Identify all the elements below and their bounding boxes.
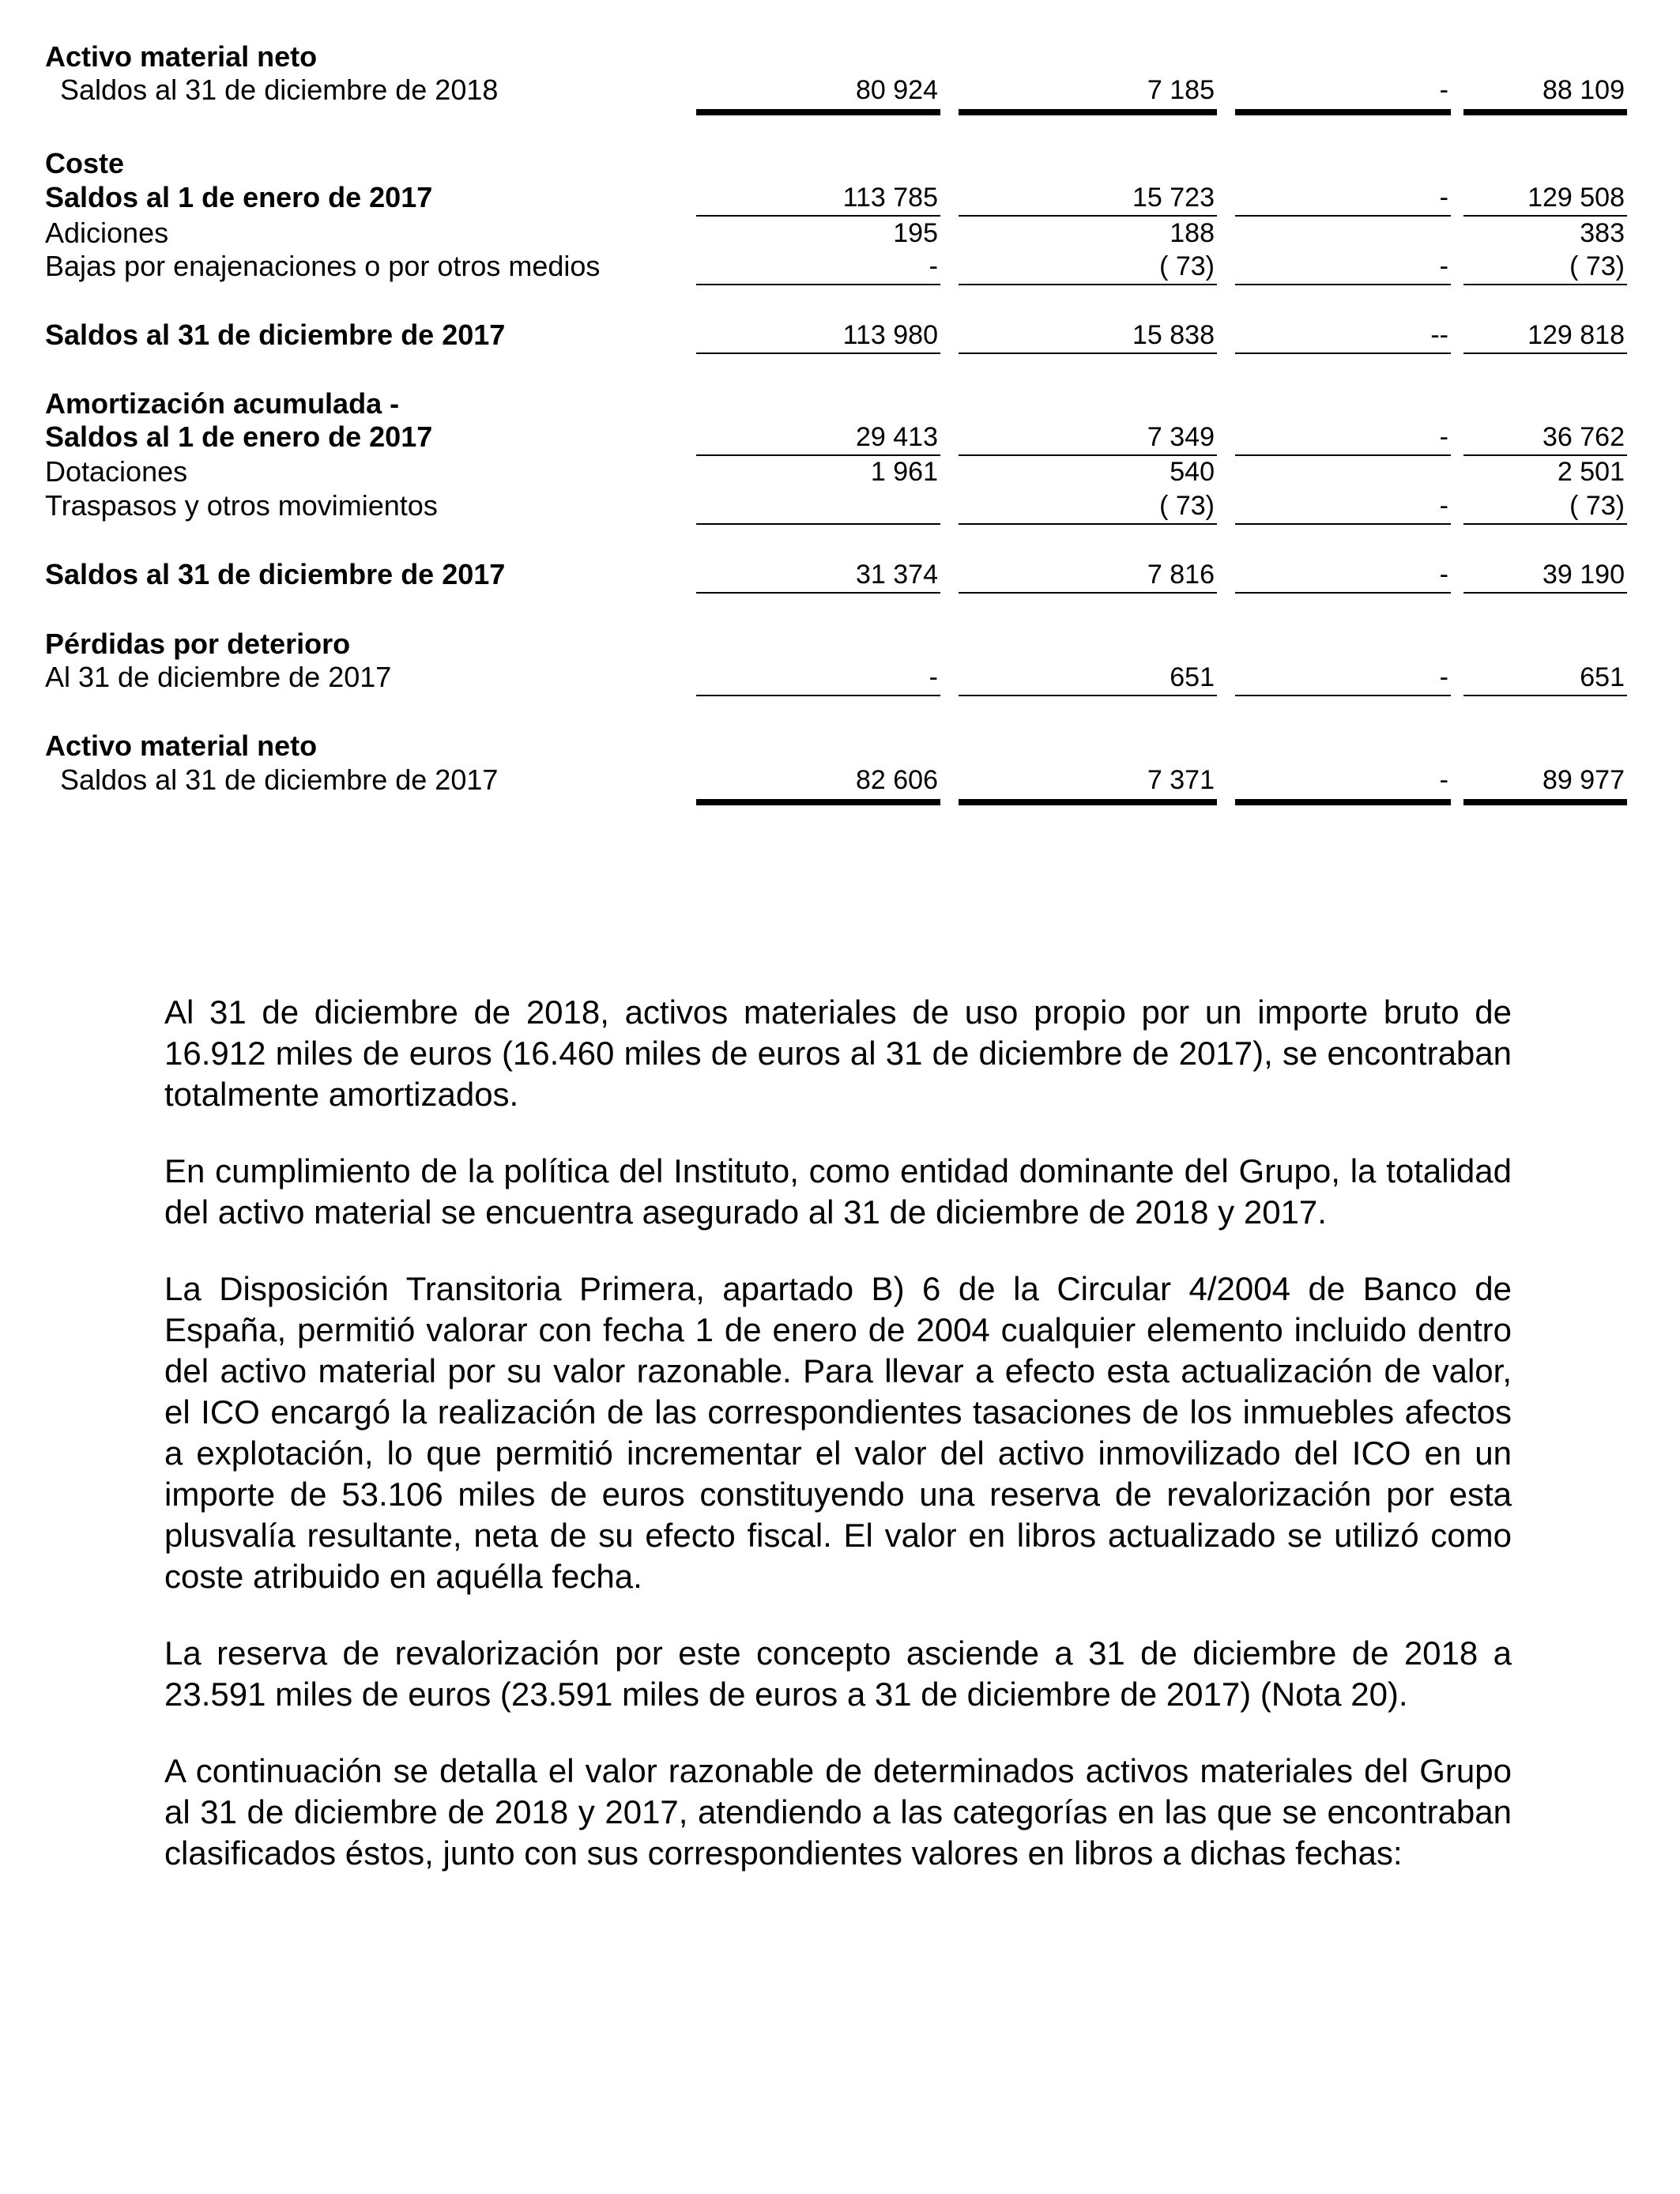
cell-col-2: 540 [1170,457,1215,487]
total-double-rule [959,799,1217,805]
subtotal-rule [959,284,1217,285]
cell-col-1: 195 [893,218,938,248]
row-label: Bajas por enajenaciones o por otros medios [45,250,601,282]
cell-col-1: 29 413 [856,422,938,452]
total-double-rule [959,109,1217,115]
row-label: Saldos al 31 de diciembre de 2017 [45,558,506,590]
table-row [0,180,1680,215]
table-row [0,318,1680,352]
cell-col-2: 7 371 [1147,765,1215,795]
total-double-rule [1463,799,1627,805]
paragraph-fair-value-intro: A continuación se detalla el valor razonable de determinados activos materiales del Grupo al 31 de diciembre de 2018 y 2017, atendiendo a las categorías en las que se encontraban clasificados éstos, junto con sus correspondientes valores en libros a dichas fechas: [164,1752,1512,1872]
table-row [0,557,1680,592]
cell-col-1: - [929,251,938,281]
subtotal-rule [696,592,940,594]
subtotal-rule [1463,695,1627,696]
subtotal-rule [696,523,940,525]
total-double-rule [696,799,940,805]
table-row [0,488,1680,523]
cell-col-2: ( 73) [1159,491,1215,521]
paragraph-fully-amortized: Al 31 de diciembre de 2018, activos materiales de uso propio por un importe bruto de 16.912 miles de euros (16.460 miles de euros al 31 de diciembre de 2017), se encontraban totalmente amortizados. [164,993,1512,1113]
cell-col-2: 7 185 [1147,75,1215,105]
table-row [0,73,1680,107]
cell-col-4: 88 109 [1543,75,1625,105]
cell-col-4: 129 508 [1527,183,1625,213]
cell-col-2: 7 349 [1147,422,1215,452]
cell-col-3: - [1439,422,1448,452]
cell-col-3: - [1439,491,1448,521]
cell-col-4: 89 977 [1543,765,1625,795]
paragraph-revaluation-reserve: La reserva de revalorización por este concepto asciende a 31 de diciembre de 2018 a 23.591 miles de euros (23.591 miles de euros a 31 de diciembre de 2017) (Nota 20). [164,1634,1512,1713]
cell-col-1: 113 785 [842,183,938,213]
subtotal-rule [696,352,940,354]
table-row [0,249,1680,284]
row-label: Pérdidas por deterioro [45,628,351,660]
table-row [0,40,1680,74]
subtotal-rule [959,695,1217,696]
cell-col-2: 15 838 [1132,320,1215,350]
subtotal-rule [959,592,1217,594]
cell-col-3: - [1439,560,1448,590]
cell-col-2: ( 73) [1159,251,1215,281]
cell-col-3: - [1439,183,1448,213]
cell-col-1: 31 374 [856,560,938,590]
cell-col-3: - [1439,765,1448,795]
subtotal-rule [959,523,1217,525]
cell-col-4: 36 762 [1543,422,1625,452]
cell-col-2: 188 [1170,218,1215,248]
cell-col-4: 383 [1580,218,1625,248]
subtotal-rule [1235,352,1451,354]
table-row [0,386,1680,421]
table-row [0,420,1680,454]
row-label: Amortización acumulada - [45,387,400,420]
subtotal-rule [1235,523,1451,525]
subtotal-rule [696,284,940,285]
subtotal-rule [696,695,940,696]
total-double-rule [1235,799,1451,805]
row-label: Dotaciones [45,455,188,488]
cell-col-2: 15 723 [1132,183,1215,213]
row-label: Saldos al 1 de enero de 2017 [45,420,433,453]
row-label: Traspasos y otros movimientos [45,489,438,522]
table-row [0,146,1680,181]
subtotal-rule [959,352,1217,354]
cell-col-4: ( 73) [1569,491,1625,521]
total-double-rule [1463,109,1627,115]
cell-col-4: ( 73) [1569,251,1625,281]
cell-col-1: 82 606 [856,765,938,795]
cell-col-2: 651 [1170,662,1215,692]
cell-col-4: 129 818 [1527,320,1625,350]
subtotal-rule [1463,523,1627,525]
cell-col-1: - [929,662,938,692]
row-label: Activo material neto [45,40,318,73]
cell-col-4: 39 190 [1543,560,1625,590]
row-label: Activo material neto [45,729,318,762]
subtotal-rule [1235,592,1451,594]
cell-col-4: 2 501 [1557,457,1625,487]
subtotal-rule [1463,352,1627,354]
total-double-rule [1235,109,1451,115]
paragraph-revaluation: La Disposición Transitoria Primera, apartado B) 6 de la Circular 4/2004 de Banco de España, permitió valorar con fecha 1 de enero de 2004 cualquier elemento incluido dentro del activo material por su valor razonable. Para llevar a efecto esta actualización de valor, el ICO encargó la realización de las correspondientes tasaciones de los inmuebles afectos a explotación, lo que permitió incrementar el valor del activo inmovilizado del ICO en un importe de 53.106 miles de euros constituyendo una reserva de revalorización por esta plusvalía resultante, neta de su efecto fiscal. El valor en libros actualizado se utilizó como coste atribuido en aquélla fecha. [164,1270,1512,1595]
notes-text [164,992,1512,1909]
row-label: Saldos al 31 de diciembre de 2018 [60,74,499,106]
table-row [0,216,1680,251]
table-row [0,627,1680,662]
cell-col-1: 113 980 [842,320,938,350]
subtotal-rule [1463,284,1627,285]
cell-col-3: - [1439,662,1448,692]
row-label: Saldos al 31 de diciembre de 2017 [60,763,499,796]
subtotal-rule [1463,592,1627,594]
subtotal-rule [1235,284,1451,285]
cell-col-3: -- [1430,320,1448,350]
row-label: Coste [45,147,125,179]
row-label: Adiciones [45,217,169,249]
cell-col-4: 651 [1580,662,1625,692]
row-label: Al 31 de diciembre de 2017 [45,661,392,693]
cell-col-1: 1 961 [870,457,938,487]
table-row [0,660,1680,695]
cell-col-2: 7 816 [1147,560,1215,590]
subtotal-rule [1235,695,1451,696]
row-label: Saldos al 1 de enero de 2017 [45,181,433,213]
table-row [0,454,1680,489]
total-double-rule [696,109,940,115]
row-label: Saldos al 31 de diciembre de 2017 [45,319,506,351]
cell-col-1: 80 924 [856,75,938,105]
cell-col-3: - [1439,251,1448,281]
cell-col-3: - [1439,75,1448,105]
paragraph-insurance: En cumplimiento de la política del Instituto, como entidad dominante del Grupo, la totalidad del activo material se encuentra asegurado al 31 de diciembre de 2018 y 2017. [164,1152,1512,1231]
table-row [0,763,1680,797]
table-row [0,729,1680,763]
